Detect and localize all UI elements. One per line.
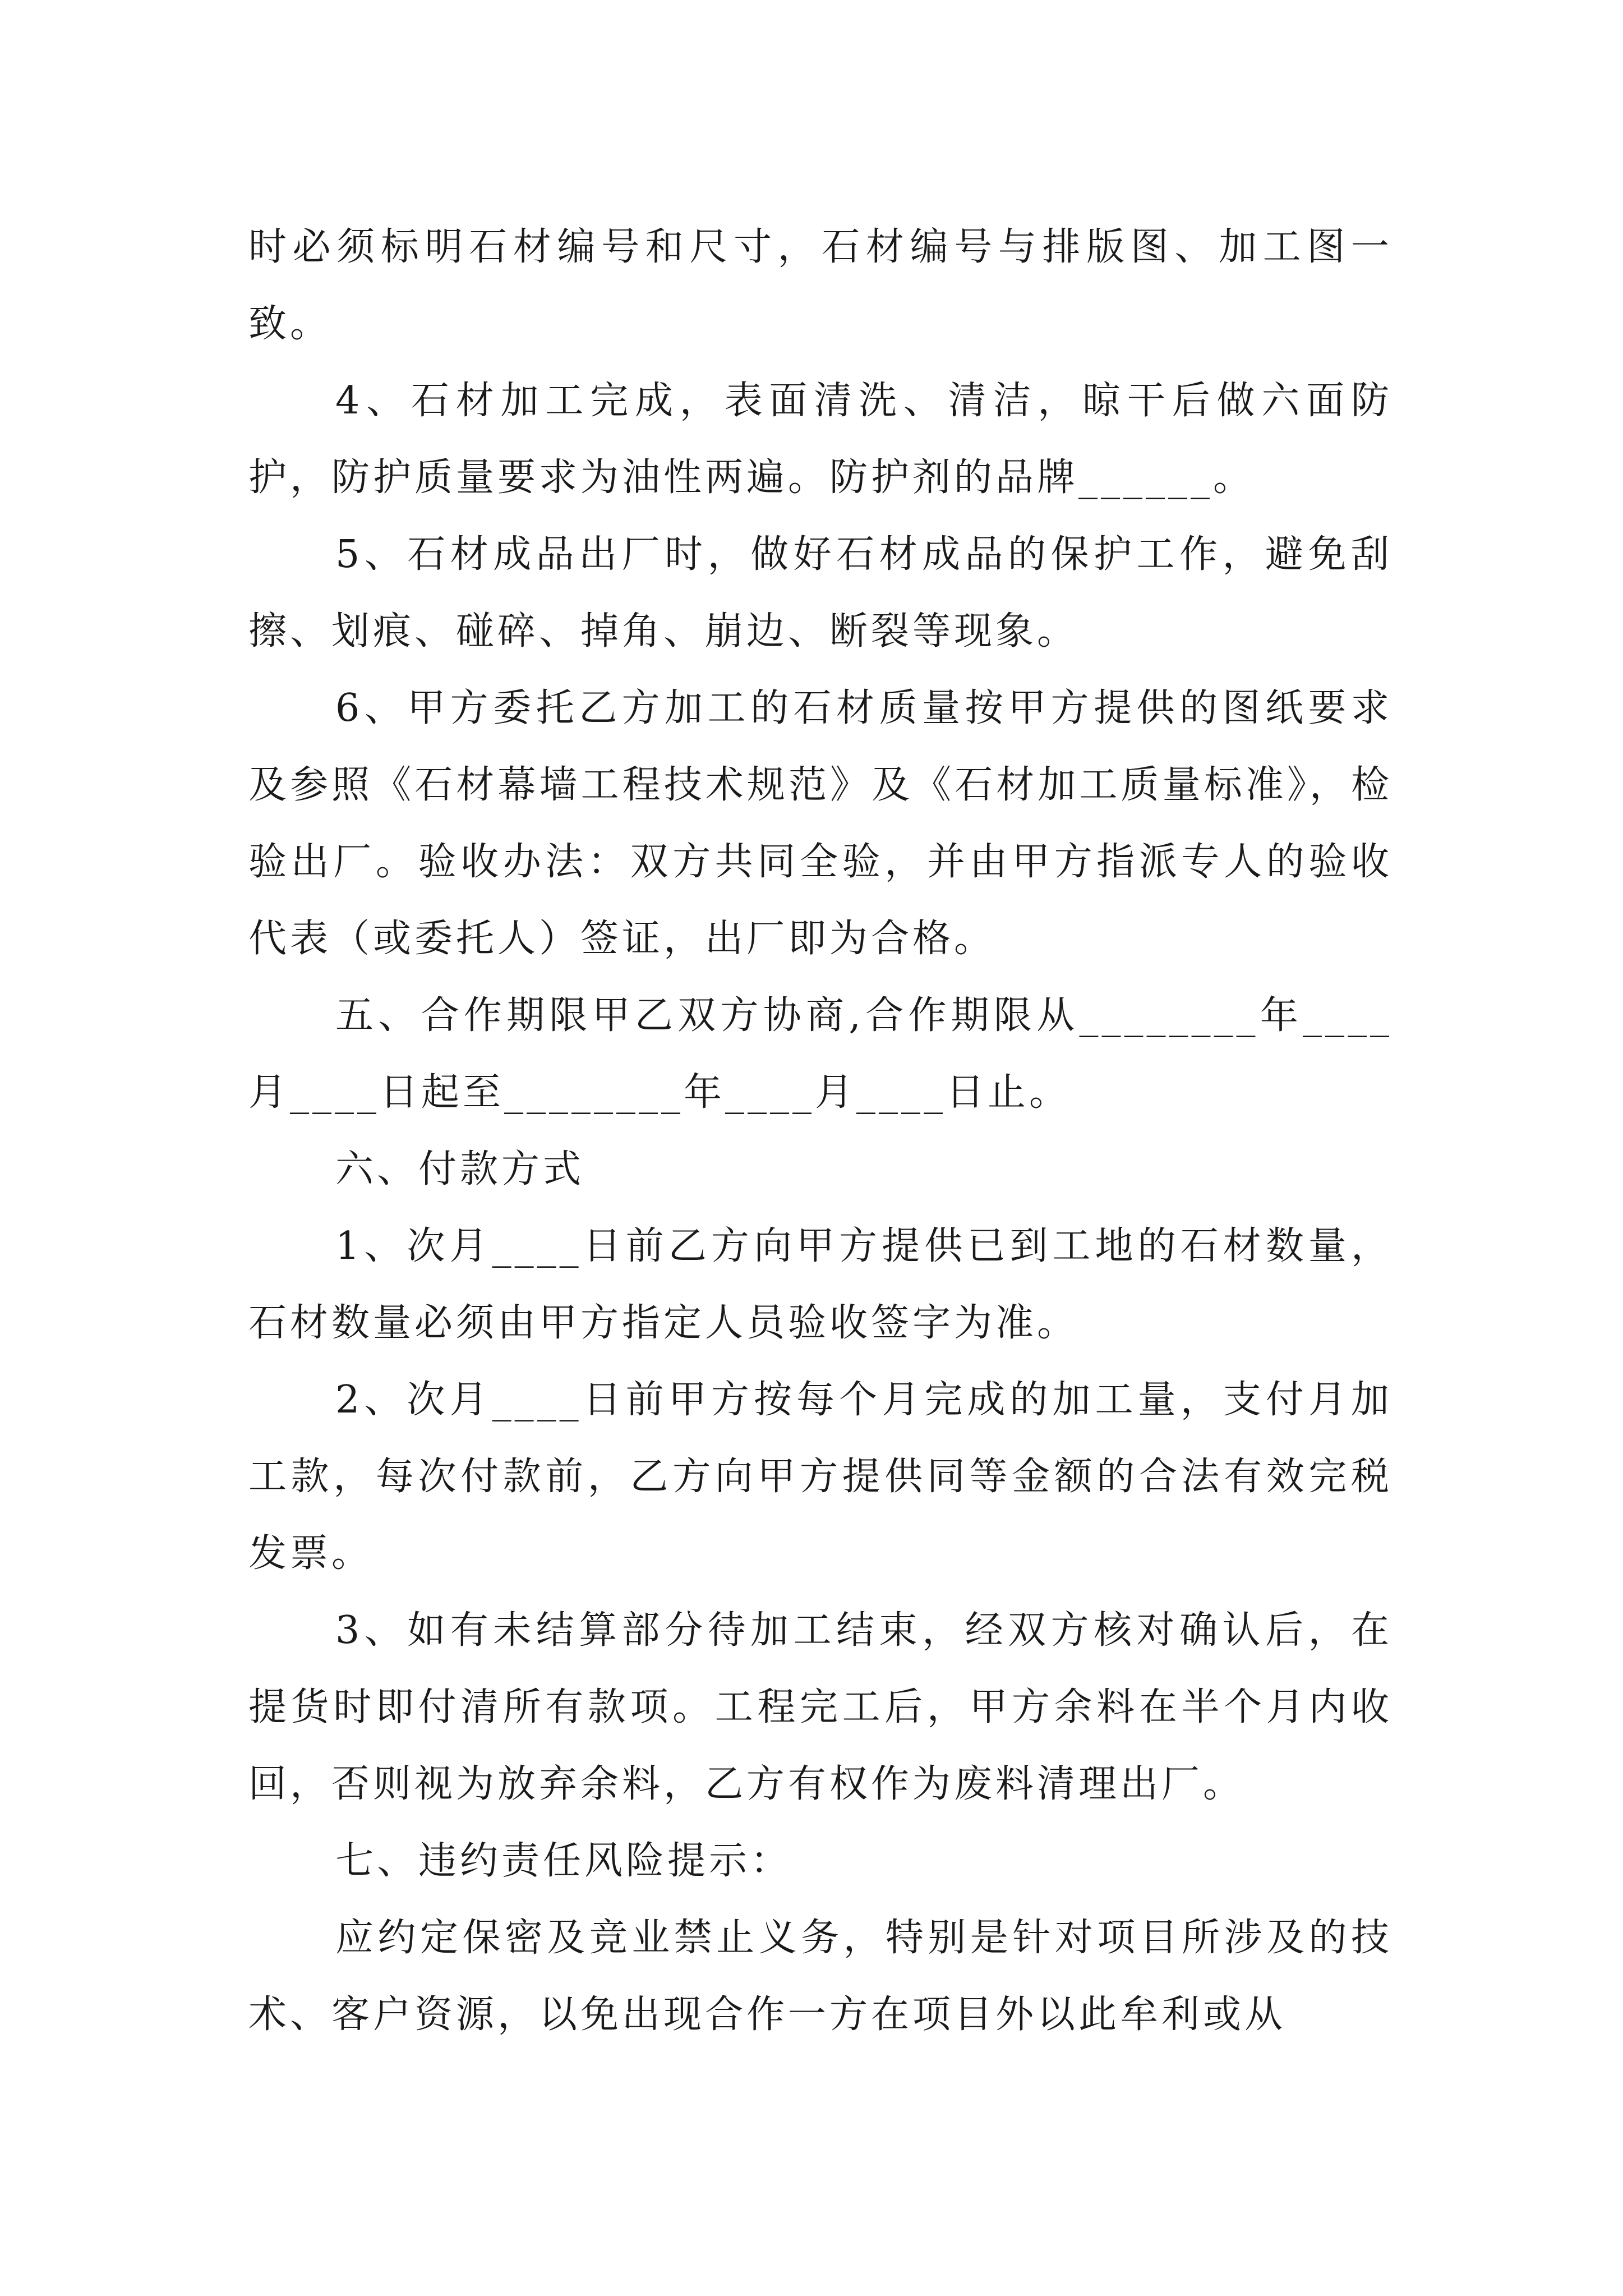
- paragraph-clause-4-protection: 4、石材加工完成，表面清洗、清洁，晾干后做六面防护，防护质量要求为油性两遍。防护剂的品牌______。: [248, 379, 1393, 500]
- paragraph-clause-5-finished-products: 5、石材成品出厂时，做好石材成品的保护工作，避免刮擦、划痕、碰碎、掉角、崩边、断裂等现象。: [248, 532, 1393, 654]
- paragraph-payment-item-2: 2、次月____日前甲方按每个月完成的加工量，支付月加工款，每次付款前，乙方向甲方提供同等金额的合法有效完税发票。: [248, 1378, 1393, 1576]
- paragraph-confidentiality-clause: 应约定保密及竞业禁止义务，特别是针对项目所涉及的技术、客户资源，以免出现合作一方在项目外以此牟利或从: [248, 1916, 1393, 2037]
- heading-section-6-payment-method: 六、付款方式: [335, 1147, 585, 1191]
- paragraph-continuation: 时必须标明石材编号和尺寸，石材编号与排版图、加工图一致。: [248, 225, 1393, 346]
- paragraph-section-5-cooperation-period: 五、合作期限甲乙双方协商,合作期限从________年____月____日起至________年____月____日止。: [248, 993, 1393, 1115]
- paragraph-payment-item-3: 3、如有未结算部分待加工结束，经双方核对确认后，在提货时即付清所有款项。工程完工后，甲方余料在半个月内收回，否则视为放弃余料，乙方有权作为废料清理出厂。: [248, 1608, 1393, 1806]
- document-body: [248, 209, 1393, 2053]
- paragraph-clause-6-quality: 6、甲方委托乙方加工的石材质量按甲方提供的图纸要求及参照《石材幕墙工程技术规范》及《石材加工质量标准》，检验出厂。验收办法：双方共同全验，并由甲方指派专人的验收代表（或委托人）签证，出厂即为合格。: [248, 686, 1393, 961]
- heading-section-7-breach-liability: 七、违约责任风险提示：: [335, 1839, 792, 1883]
- paragraph-payment-item-1: 1、次月____日前乙方向甲方提供已到工地的石材数量，石材数量必须由甲方指定人员验收签字为准。: [248, 1224, 1393, 1345]
